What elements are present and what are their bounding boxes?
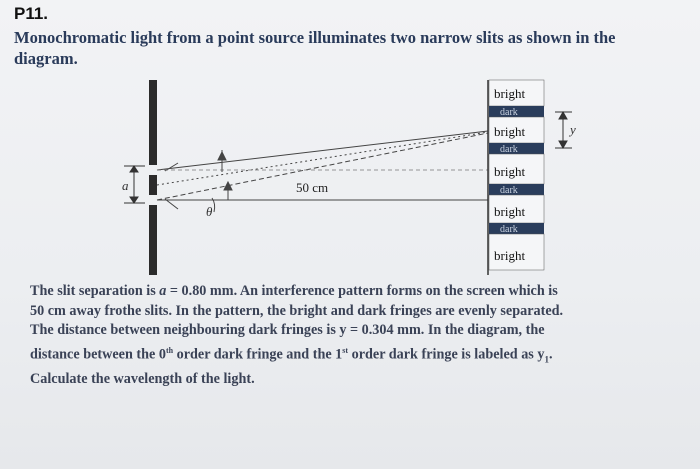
problem-number: P11. xyxy=(14,4,49,23)
problem-body xyxy=(30,282,670,389)
fringe-label-4: dark xyxy=(500,144,518,155)
body-line-1: The slit separation is a = 0.80 mm. An interference pattern forms on the screen which is xyxy=(30,283,558,299)
fringe-label-5: bright xyxy=(494,164,526,179)
slit-barrier xyxy=(149,80,157,275)
slit-label: a xyxy=(122,178,129,193)
fringe-label-2: dark xyxy=(500,107,518,118)
body-line-2: 50 cm away frothe slits. In the pattern, the bright and dark fringes are evenly separated. xyxy=(30,302,564,319)
fringe-label-1: bright xyxy=(494,86,526,101)
fringe-label-3: bright xyxy=(494,124,526,139)
fringe-label-6: dark xyxy=(500,185,518,196)
body-line-5: Calculate the wavelength of the light. xyxy=(30,370,255,387)
angle-markers xyxy=(212,150,232,212)
angle-label: θ xyxy=(206,204,213,219)
fringe-label-7: bright xyxy=(494,204,526,219)
intro-line-1: Monochromatic light from a point source illuminates two narrow slits as shown in the xyxy=(14,28,616,47)
body-line-3: The distance between neighbouring dark fringes is y = 0.304 mm. In the diagram, the xyxy=(30,322,545,338)
distance-label: 50 cm xyxy=(296,180,329,195)
fringe-label-9: bright xyxy=(494,248,526,263)
body-line-4: distance between the 0th order dark fringe and the 1st order dark fringe is labeled as $y_1$. xyxy=(30,345,553,365)
spacing-label: y xyxy=(570,122,576,137)
fringe-label-8: dark xyxy=(500,224,518,235)
intro-line-2: diagram. xyxy=(14,49,78,68)
